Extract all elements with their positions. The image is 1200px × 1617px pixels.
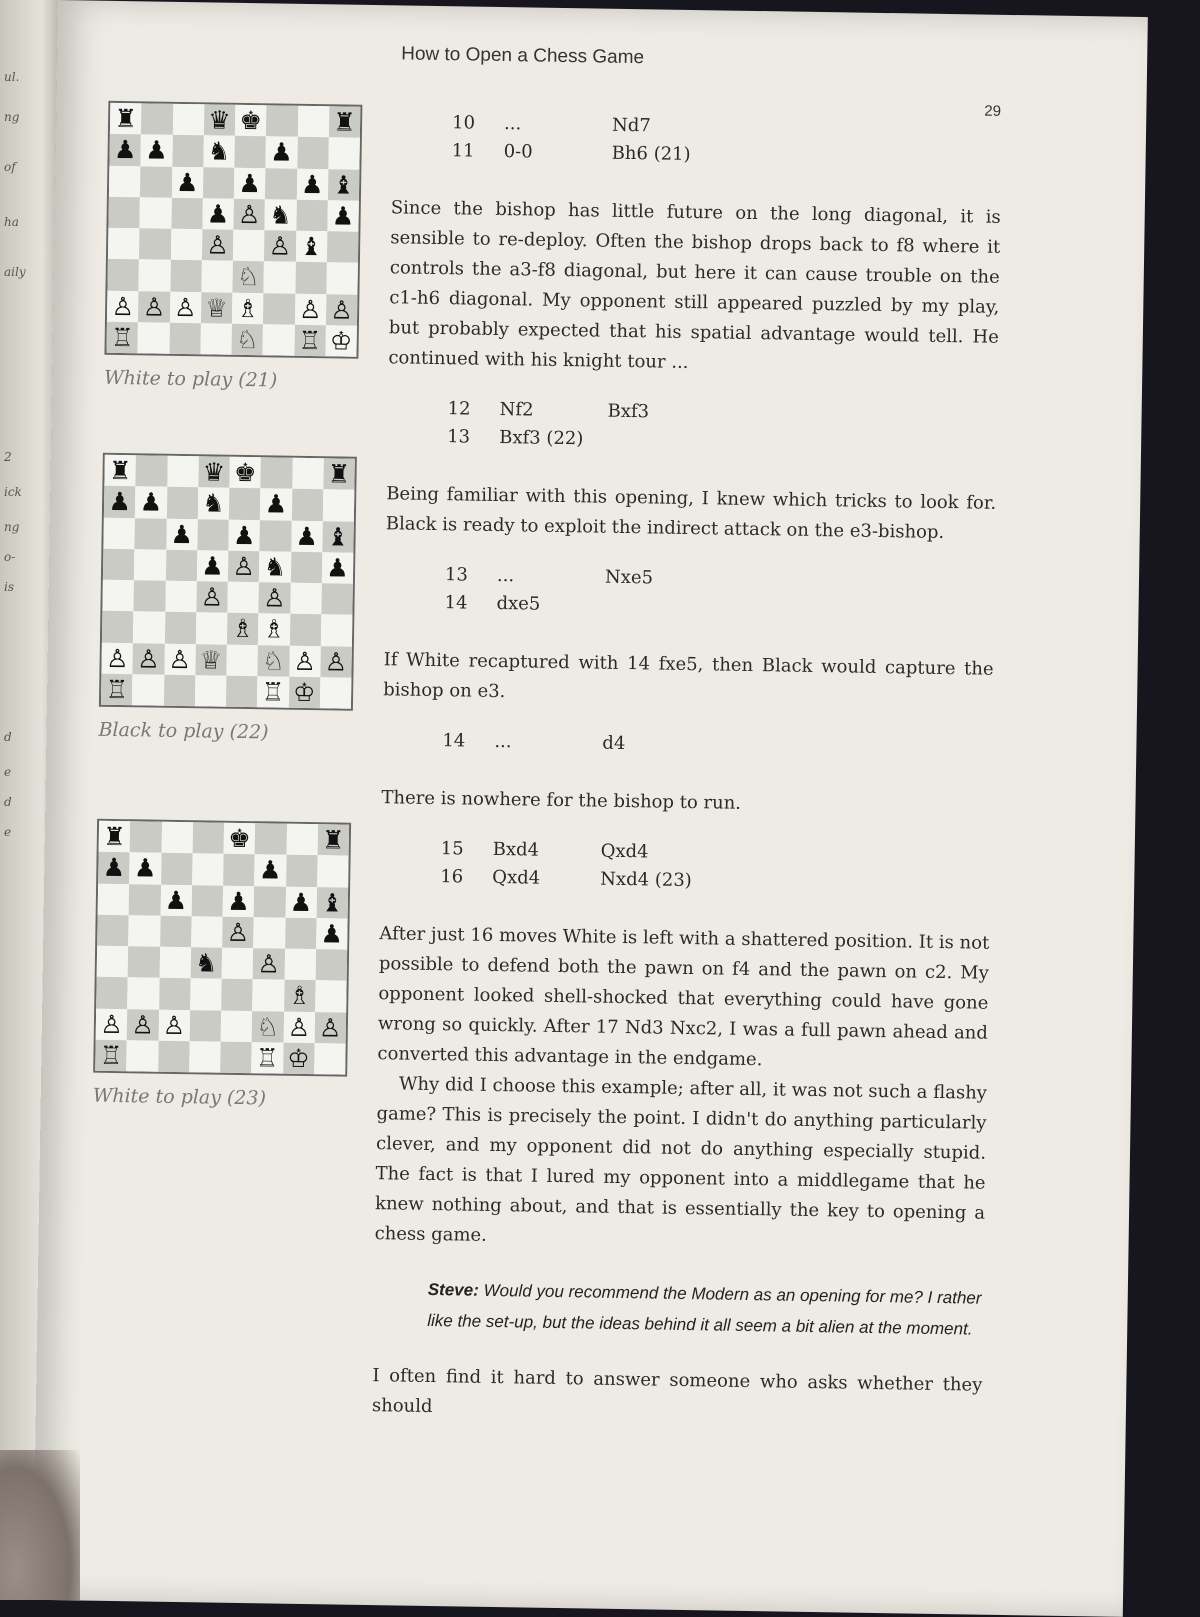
black-piece-icon: ♟ <box>228 519 260 551</box>
board-square <box>138 322 170 354</box>
move-list <box>442 730 992 767</box>
black-piece-icon: ♞ <box>190 947 222 979</box>
black-move: d4 <box>602 733 625 761</box>
board-square <box>159 978 191 1010</box>
board-square <box>102 580 134 612</box>
board-square <box>167 456 199 488</box>
black-piece-icon: ♟ <box>109 134 141 166</box>
board-square <box>172 135 204 167</box>
black-piece-icon: ♜ <box>329 106 361 138</box>
black-piece-icon: ♟ <box>291 520 323 552</box>
black-piece-icon: ♜ <box>110 103 142 135</box>
board-square <box>191 916 223 948</box>
board-square <box>170 260 202 292</box>
board-square <box>135 518 167 550</box>
board-square <box>203 167 235 199</box>
board-square <box>314 1043 346 1075</box>
black-piece-icon: ♝ <box>295 231 327 263</box>
board-square <box>171 198 203 230</box>
white-piece-icon: ♕ <box>201 292 233 324</box>
board-square <box>265 168 297 200</box>
black-piece-icon: ♚ <box>235 105 267 137</box>
paragraph: If White recaptured with 14 fxe5, then Black would capture the bishop on e3. <box>383 645 994 715</box>
board-square <box>139 260 171 292</box>
white-move: Nf2 <box>499 399 607 429</box>
board-square <box>317 855 349 887</box>
board-square <box>129 884 161 916</box>
black-piece-icon: ♟ <box>223 885 255 917</box>
board-square <box>254 886 286 918</box>
board-square <box>98 883 130 915</box>
board-square <box>261 457 293 489</box>
white-piece-icon: ♙ <box>233 199 265 231</box>
board-square <box>326 263 358 295</box>
board-square <box>164 612 196 644</box>
white-piece-icon: ♙ <box>326 294 358 326</box>
white-piece-icon: ♔ <box>288 676 320 708</box>
previous-page-fragment: is <box>4 580 14 594</box>
board-square <box>128 915 160 947</box>
chess-board <box>99 453 357 711</box>
board-square <box>140 197 172 229</box>
board-square <box>226 644 258 676</box>
board-square <box>103 549 135 581</box>
black-piece-icon: ♟ <box>104 486 136 518</box>
board-square <box>140 166 172 198</box>
board-square <box>165 550 197 582</box>
previous-page-fragment: e <box>4 765 11 779</box>
move-number: 14 <box>444 592 496 621</box>
white-piece-icon: ♖ <box>106 322 138 354</box>
board-square <box>221 1010 253 1042</box>
white-piece-icon: ♙ <box>283 1011 315 1043</box>
white-piece-icon: ♔ <box>325 325 357 357</box>
white-piece-icon: ♙ <box>264 230 296 262</box>
black-piece-icon: ♞ <box>198 488 230 520</box>
white-piece-icon: ♘ <box>252 1011 284 1043</box>
previous-page-fragment: ul. <box>4 70 19 84</box>
board-square <box>260 520 292 552</box>
white-piece-icon: ♙ <box>314 1012 346 1044</box>
board-square <box>189 1010 221 1042</box>
board-square <box>315 980 347 1012</box>
white-piece-icon: ♖ <box>101 674 133 706</box>
black-piece-icon: ♜ <box>323 458 355 490</box>
board-square <box>190 978 222 1010</box>
black-piece-icon: ♜ <box>317 824 349 856</box>
white-piece-icon: ♗ <box>258 613 290 645</box>
white-move: Bxd4 <box>492 839 600 869</box>
board-square <box>200 323 232 355</box>
paragraph: Being familiar with this opening, I knew which tricks to look for. Black is ready to exploit the indirect attack on the e3-bishop. <box>386 479 997 549</box>
board-square <box>108 197 140 229</box>
board-square <box>192 853 224 885</box>
move-number: 14 <box>442 730 494 759</box>
board-square <box>297 137 329 169</box>
chess-board <box>104 101 362 359</box>
black-piece-icon: ♟ <box>260 488 292 520</box>
white-piece-icon: ♕ <box>195 644 227 676</box>
diagram-caption: Black to play (22) <box>98 719 352 745</box>
white-piece-icon: ♙ <box>202 229 234 261</box>
paragraph: Why did I choose this example; after all, it was not such a flashy game? This is precisely the point. I didn't do anything particularly clever, and my opponent did not do anything especially stupid. The fact is that I lured my opponent into a middlegame that he knew nothing about, and that is essentially the key to opening a chess game. <box>374 1069 987 1259</box>
black-piece-icon: ♞ <box>265 199 297 231</box>
dialogue-speaker: Steve: <box>428 1280 479 1300</box>
white-piece-icon: ♙ <box>222 916 254 948</box>
board-square <box>253 917 285 949</box>
white-piece-icon: ♖ <box>95 1039 127 1071</box>
previous-page-fragment: 2 <box>4 450 12 464</box>
black-piece-icon: ♝ <box>316 887 348 919</box>
page-number: 29 <box>984 103 1001 120</box>
main-text <box>371 105 1002 1454</box>
dialogue-box <box>427 1274 984 1345</box>
black-piece-icon: ♞ <box>203 136 235 168</box>
previous-page-fragment: ha <box>4 215 19 229</box>
board-square <box>139 228 171 260</box>
chess-diagram-21 <box>104 101 362 393</box>
move-number: 15 <box>440 838 492 867</box>
board-square <box>166 487 198 519</box>
white-piece-icon: ♙ <box>294 293 326 325</box>
board-square <box>189 1041 221 1073</box>
white-piece-icon: ♙ <box>228 550 260 582</box>
board-square <box>286 824 318 856</box>
move-list <box>447 398 998 463</box>
white-piece-icon: ♙ <box>127 1009 159 1041</box>
paragraph: Since the bishop has little future on the long diagonal, it is sensible to re-deploy. Often the bishop drops back to f8 where it controls the a3-f8 diagonal, but here it can cause trouble on the c1-h6 diagonal. My opponent still appeared puzzled by my play, but probably expected that his spatial advantage would tell. He continued with his knight tour ... <box>388 193 1001 383</box>
board-square <box>130 821 162 853</box>
board-square <box>327 231 359 263</box>
previous-page-fragment: of <box>4 160 16 174</box>
white-move: 0-0 <box>503 141 611 171</box>
black-move: Nxd4 (23) <box>600 869 692 898</box>
board-square <box>160 915 192 947</box>
board-square <box>163 674 195 706</box>
black-piece-icon: ♟ <box>202 198 234 230</box>
board-square <box>191 885 223 917</box>
board-square <box>161 853 193 885</box>
black-piece-icon: ♟ <box>166 518 198 550</box>
board-square <box>264 262 296 294</box>
board-square <box>284 949 316 981</box>
board-square <box>136 455 168 487</box>
chess-diagram-23 <box>93 819 351 1111</box>
white-move: Bxf3 (22) <box>499 427 607 457</box>
white-move: dxe5 <box>496 593 604 623</box>
board-square <box>227 582 259 614</box>
board-square <box>195 675 227 707</box>
black-piece-icon: ♝ <box>322 521 354 553</box>
diagram-caption: White to play (23) <box>93 1085 347 1111</box>
previous-page-fragment: e <box>4 825 11 839</box>
white-piece-icon: ♗ <box>227 613 259 645</box>
board-square <box>108 228 140 260</box>
previous-page-fragment: ng <box>4 520 19 534</box>
thumb <box>0 1450 80 1600</box>
board-square <box>197 519 229 551</box>
black-piece-icon: ♟ <box>316 918 348 950</box>
board-square <box>321 583 353 615</box>
previous-page-fragment: aily <box>4 265 26 279</box>
move-list <box>440 838 991 903</box>
previous-page-fragment: d <box>4 795 12 809</box>
black-piece-icon: ♟ <box>160 884 192 916</box>
black-piece-icon: ♝ <box>328 169 360 201</box>
board-square <box>192 822 224 854</box>
board-square <box>222 948 254 980</box>
chess-board <box>93 819 351 1077</box>
white-piece-icon: ♙ <box>320 646 352 678</box>
board-square <box>263 324 295 356</box>
black-piece-icon: ♟ <box>197 550 229 582</box>
move-number: 10 <box>452 112 504 141</box>
white-piece-icon: ♙ <box>259 582 291 614</box>
white-piece-icon: ♖ <box>294 325 326 357</box>
white-piece-icon: ♖ <box>257 676 289 708</box>
board-square <box>223 854 255 886</box>
previous-page-fragment: o- <box>4 550 15 564</box>
black-piece-icon: ♜ <box>99 821 131 853</box>
board-square <box>229 488 261 520</box>
board-square <box>266 105 298 137</box>
board-square <box>165 581 197 613</box>
board-square <box>220 1041 252 1073</box>
white-piece-icon: ♙ <box>253 948 285 980</box>
board-square <box>290 583 322 615</box>
board-square <box>289 614 321 646</box>
board-square <box>102 611 134 643</box>
board-square <box>221 979 253 1011</box>
board-square <box>107 259 139 291</box>
board-square <box>255 823 287 855</box>
black-piece-icon: ♟ <box>234 167 266 199</box>
black-move: Nxe5 <box>605 567 653 596</box>
white-move: Qxd4 <box>492 867 600 897</box>
board-square <box>290 551 322 583</box>
white-piece-icon: ♔ <box>283 1042 315 1074</box>
board-square <box>296 200 328 232</box>
board-square <box>158 1040 190 1072</box>
board-square <box>328 138 360 170</box>
board-square <box>159 947 191 979</box>
white-move: ... <box>504 113 612 143</box>
paragraph: There is nowhere for the bishop to run. <box>381 783 991 823</box>
board-square <box>128 946 160 978</box>
black-piece-icon: ♟ <box>327 200 359 232</box>
board-square <box>97 914 129 946</box>
move-list <box>451 112 1002 177</box>
white-piece-icon: ♘ <box>258 645 290 677</box>
white-move: ... <box>497 565 605 595</box>
dialogue-text: Would you recommend the Modern as an opening for me? I rather like the set-up, but the ideas behind it all seem a bit alien at the moment. <box>427 1281 981 1339</box>
board-square <box>233 230 265 262</box>
paragraph: After just 16 moves White is left with a shattered position. It is not possible to defend both the pawn on f4 and the pawn on c2. My opponent looked shell-shocked that everything could have gone wrong so quickly. After 17 Nd3 Nxc2, I was a full pawn ahead and converted this advantage in the endgame. <box>377 919 989 1079</box>
white-piece-icon: ♙ <box>107 290 139 322</box>
previous-page-fragment: d <box>4 730 12 744</box>
white-piece-icon: ♙ <box>133 643 165 675</box>
white-piece-icon: ♙ <box>138 291 170 323</box>
white-piece-icon: ♗ <box>284 980 316 1012</box>
black-piece-icon: ♟ <box>285 886 317 918</box>
board-square <box>201 261 233 293</box>
board-square <box>141 103 173 135</box>
board-square <box>291 489 323 521</box>
black-move: Bh6 (21) <box>611 143 690 172</box>
black-move: Bxf3 <box>607 401 649 430</box>
black-piece-icon: ♟ <box>254 854 286 886</box>
diagram-caption: White to play (21) <box>104 367 358 393</box>
move-number: 11 <box>451 140 503 169</box>
board-square <box>196 612 228 644</box>
white-piece-icon: ♗ <box>232 292 264 324</box>
black-piece-icon: ♟ <box>266 137 298 169</box>
white-piece-icon: ♙ <box>96 1008 128 1040</box>
previous-page-fragment: ick <box>4 485 22 499</box>
board-square <box>292 458 324 490</box>
black-piece-icon: ♟ <box>322 552 354 584</box>
board-square <box>170 229 202 261</box>
previous-page-fragment: ng <box>4 110 19 124</box>
white-piece-icon: ♙ <box>158 1009 190 1041</box>
board-square <box>295 262 327 294</box>
move-number: 13 <box>445 564 497 593</box>
black-piece-icon: ♟ <box>129 852 161 884</box>
running-head: How to Open a Chess Game <box>401 43 644 69</box>
white-piece-icon: ♙ <box>164 643 196 675</box>
board-square <box>234 136 266 168</box>
board-square <box>161 822 193 854</box>
board-square <box>169 323 201 355</box>
white-piece-icon: ♘ <box>232 261 264 293</box>
white-piece-icon: ♙ <box>169 291 201 323</box>
black-piece-icon: ♟ <box>135 487 167 519</box>
black-piece-icon: ♜ <box>104 455 136 487</box>
black-piece-icon: ♟ <box>171 166 203 198</box>
board-square <box>172 104 204 136</box>
white-piece-icon: ♙ <box>196 581 228 613</box>
board-square <box>323 489 355 521</box>
move-number: 13 <box>447 426 499 455</box>
black-piece-icon: ♛ <box>198 456 230 488</box>
board-square <box>286 855 318 887</box>
black-piece-icon: ♟ <box>141 135 173 167</box>
white-piece-icon: ♖ <box>251 1042 283 1074</box>
black-move: Nd7 <box>612 115 651 144</box>
black-piece-icon: ♚ <box>224 823 256 855</box>
black-piece-icon: ♞ <box>259 551 291 583</box>
board-square <box>126 1040 158 1072</box>
white-piece-icon: ♘ <box>231 324 263 356</box>
board-square <box>226 675 258 707</box>
board-square <box>134 580 166 612</box>
board-square <box>252 979 284 1011</box>
move-list <box>444 564 995 629</box>
move-number: 16 <box>440 866 492 895</box>
board-square <box>96 977 128 1009</box>
board-square <box>315 949 347 981</box>
board-square <box>103 517 135 549</box>
book-page <box>33 0 1148 1617</box>
board-square <box>132 674 164 706</box>
move-row <box>442 730 992 767</box>
board-square <box>133 612 165 644</box>
board-square <box>320 677 352 709</box>
board-square <box>321 614 353 646</box>
black-piece-icon: ♛ <box>204 104 236 136</box>
board-square <box>285 917 317 949</box>
board-square <box>297 106 329 138</box>
black-move: Qxd4 <box>600 841 648 870</box>
chess-diagram-22 <box>98 453 356 745</box>
move-number: 12 <box>447 398 499 427</box>
white-piece-icon: ♙ <box>101 642 133 674</box>
white-piece-icon: ♙ <box>289 645 321 677</box>
black-piece-icon: ♚ <box>229 457 261 489</box>
board-square <box>134 549 166 581</box>
board-square <box>263 293 295 325</box>
board-square <box>97 946 129 978</box>
diagram-column <box>108 101 378 105</box>
black-piece-icon: ♟ <box>296 168 328 200</box>
black-piece-icon: ♟ <box>98 852 130 884</box>
board-square <box>109 165 141 197</box>
paragraph: I often find it hard to answer someone who asks whether they should <box>372 1361 983 1431</box>
white-move: ... <box>494 731 602 761</box>
board-square <box>127 977 159 1009</box>
